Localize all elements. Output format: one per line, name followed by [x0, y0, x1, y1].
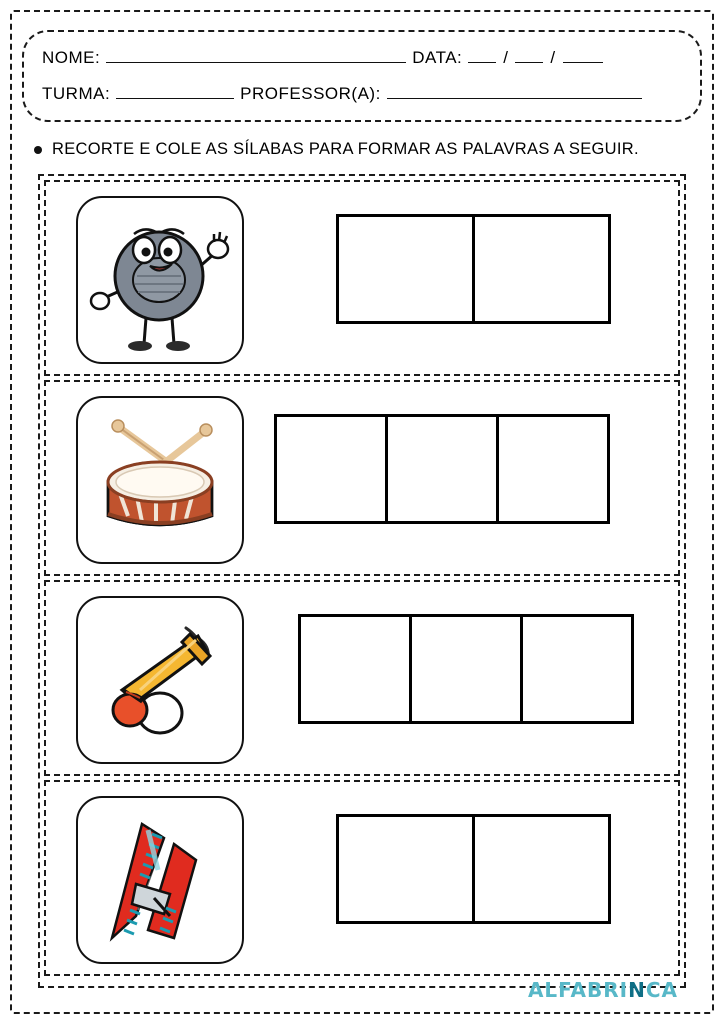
syllable-cell[interactable]: [336, 214, 475, 324]
bass-drum-bumbo-character-icon: [78, 198, 242, 362]
bullet-dot-icon: [34, 146, 42, 154]
picture-card-2[interactable]: [76, 396, 244, 564]
zipper-ziper-icon: [78, 798, 242, 962]
syllable-boxes-1: [336, 214, 611, 324]
instruction-line: [34, 140, 639, 159]
syllable-cell[interactable]: [336, 814, 475, 924]
header-row-name-date: [42, 46, 682, 68]
syllable-cell[interactable]: [385, 414, 499, 524]
teacher-label: PROFESSOR(A):: [240, 84, 381, 103]
picture-card-3[interactable]: [76, 596, 244, 764]
syllable-cell[interactable]: [520, 614, 634, 724]
picture-card-4[interactable]: [76, 796, 244, 964]
class-input-line[interactable]: [116, 82, 234, 99]
exercise-row-4: [44, 780, 680, 976]
exercise-row-3: [44, 580, 680, 776]
class-label: TURMA:: [42, 84, 111, 103]
date-separator-2: /: [550, 48, 556, 67]
date-day-input-line[interactable]: [468, 46, 496, 63]
brand-text-part1: ALFABRI: [527, 978, 629, 1002]
syllable-boxes-2: [274, 414, 610, 524]
student-header-box: [22, 30, 702, 122]
syllable-cell[interactable]: [496, 414, 610, 524]
syllable-cell[interactable]: [472, 214, 611, 324]
brand-text-part3: CA: [645, 978, 678, 1002]
syllable-boxes-3: [298, 614, 634, 724]
syllable-cell[interactable]: [298, 614, 412, 724]
teacher-input-line[interactable]: [387, 82, 642, 99]
syllable-cell[interactable]: [409, 614, 523, 724]
header-row-class-teacher: [42, 82, 682, 104]
date-label: DATA:: [412, 48, 463, 67]
date-separator-1: /: [503, 48, 509, 67]
syllable-cell[interactable]: [274, 414, 388, 524]
date-month-input-line[interactable]: [515, 46, 543, 63]
syllable-cell[interactable]: [472, 814, 611, 924]
brand-text-part2: N: [628, 978, 646, 1002]
snare-drum-with-sticks-icon: [78, 398, 242, 562]
brand-logo: [528, 978, 678, 1002]
date-year-input-line[interactable]: [563, 46, 603, 63]
exercise-row-1: [44, 180, 680, 376]
syllable-boxes-4: [336, 814, 611, 924]
exercise-container: [38, 174, 686, 988]
name-label: NOME:: [42, 48, 101, 67]
exercise-row-2: [44, 380, 680, 576]
picture-card-1[interactable]: [76, 196, 244, 364]
horn-trumpet-corneta-icon: [78, 598, 242, 762]
instruction-text: RECORTE E COLE AS SÍLABAS PARA FORMAR AS PALAVRAS A SEGUIR.: [52, 140, 639, 158]
name-input-line[interactable]: [106, 46, 406, 63]
